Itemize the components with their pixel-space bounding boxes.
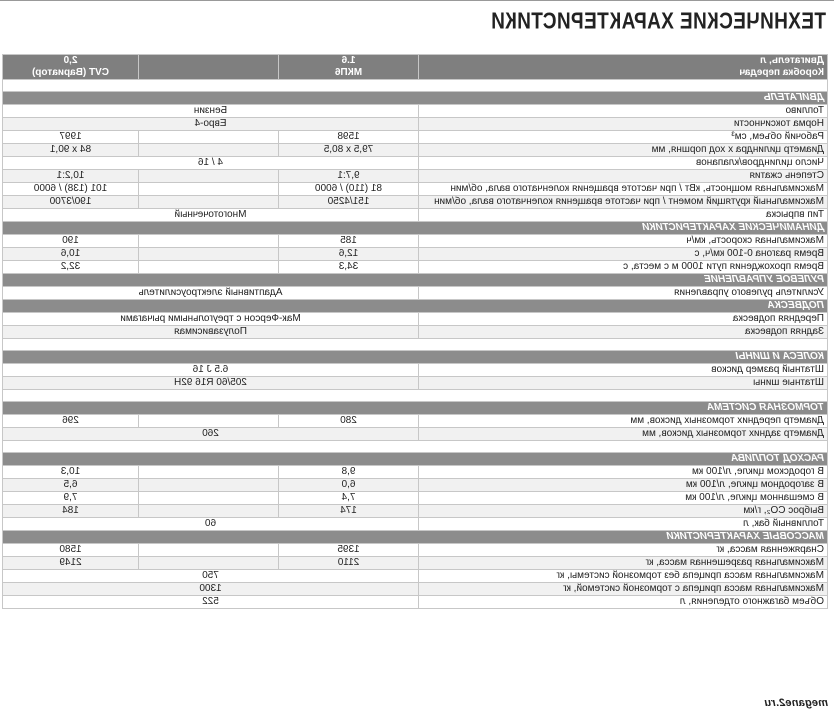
spec-row [3,583,828,596]
spec-value-shared: Многоточечный [3,209,419,222]
header-col-2 [139,55,279,80]
spec-row [3,248,828,261]
spec-row [3,131,828,144]
spec-value-col-1: 2110 [279,557,419,570]
spec-row [3,183,828,196]
spec-label: Объем багажного отделения, л [419,596,828,609]
spec-value-col-3: 1997 [3,131,139,144]
spec-label: Штатные шины [419,377,828,390]
spec-value-col-2 [139,235,279,248]
spec-label: Снаряженная масса, кг [419,544,828,557]
spec-value-shared: Мак-Ферсон с треугольными рычагами [3,313,419,326]
spec-row [3,313,828,326]
spacer-row [3,80,828,92]
spec-value-col-1: 81 (110) / 6000 [279,183,419,196]
spec-row [3,415,828,428]
spec-value-col-3: 32,2 [3,261,139,274]
header-col-1-engine: 1.6 [341,55,356,66]
document-title: ТЕХНИЧЕСКИЕ ХАРАКТЕРИСТИКИ [490,9,826,35]
spec-value-col-3: 7,9 [3,492,139,505]
spec-value-col-2 [139,261,279,274]
spec-label: Топливо [419,105,828,118]
spec-value-col-2 [139,505,279,518]
spec-label: Максимальная разрешенная масса, кг [419,557,828,570]
spec-value-col-1: 6,0 [279,479,419,492]
top-rule [0,0,834,1]
spec-label: Усилитель рулевого управления [419,287,828,300]
spec-label: Выброс CO₂, г/км [419,505,828,518]
spec-value-col-3: 84 x 90,1 [3,144,139,157]
spec-row [3,570,828,583]
spec-label: Максимальный крутящий момент / при частоте вращения коленчатого вала, об/мин [419,196,828,209]
site-credit: megane2.ru [764,697,828,709]
spec-value-shared: 750 [3,570,419,583]
spec-value-col-3: 184 [3,505,139,518]
spec-label: Максимальная масса прицепа без тормозной системы, кг [419,570,828,583]
header-gearbox-label: Коробка передач [739,67,824,78]
spec-table [2,54,828,609]
section-header-row [3,92,828,105]
spec-row [3,235,828,248]
header-engine-label: Двигатель, л [759,55,824,66]
spec-label: Рабочий объем, см³ [419,131,828,144]
spec-row [3,596,828,609]
spec-row [3,261,828,274]
spec-value-col-1: 9,8 [279,466,419,479]
spec-value-shared: Адаптивный электроусилитель [3,287,419,300]
spec-value-col-2 [139,170,279,183]
spec-value-col-3: 190 [3,235,139,248]
spec-value-shared: 6.5 J 16 [3,364,419,377]
section-header-row [3,453,828,466]
spec-value-col-2 [139,557,279,570]
spec-label: В загородном цикле, л/100 км [419,479,828,492]
spacer-cell [3,339,828,351]
spec-value-col-3: 2149 [3,557,139,570]
spec-label: Диаметр передних тормозных дисков, мм [419,415,828,428]
spec-label: Время прохождения пути 1000 м с места, с [419,261,828,274]
spec-row [3,105,828,118]
section-header-row [3,300,828,313]
spec-row [3,118,828,131]
header-col-3-gearbox: CVT (Вариатор) [31,67,110,78]
spec-value-col-1: 9,7:1 [279,170,419,183]
spec-label: Тип впрыска [419,209,828,222]
spec-row [3,479,828,492]
spec-row [3,196,828,209]
spec-value-shared: 205/60 R16 92H [3,377,419,390]
section-title: КОЛЕСА И ШИНЫ [3,351,828,364]
spec-value-shared: 260 [3,428,419,441]
section-title: РАСХОД ТОПЛИВА [3,453,828,466]
spacer-cell [3,441,828,453]
spec-value-col-1: 185 [279,235,419,248]
section-header-row [3,274,828,287]
spec-value-col-3: 10,2:1 [3,170,139,183]
spec-row [3,466,828,479]
spacer-row [3,339,828,351]
spec-row [3,377,828,390]
spec-value-shared: 4 / 16 [3,157,419,170]
spec-row [3,144,828,157]
spec-value-col-2 [139,479,279,492]
spec-row [3,157,828,170]
section-header-row [3,222,828,235]
spec-value-col-2 [139,248,279,261]
section-title: МАССОВЫЕ ХАРАКТЕРИСТИКИ [3,531,828,544]
spec-value-col-1: 7,4 [279,492,419,505]
header-col-1 [279,55,419,80]
section-title: ДВИГАТЕЛЬ [3,92,828,105]
spec-value-col-2 [139,415,279,428]
spec-label: В смешанном цикле, л/100 км [419,492,828,505]
spec-value-col-2 [139,131,279,144]
spec-label: Норма токсичности [419,118,828,131]
section-header-row [3,402,828,415]
spec-value-col-1: 12,6 [279,248,419,261]
header-col-3-engine: 2,0 [63,55,78,66]
spec-value-col-2 [139,492,279,505]
spec-value-col-2 [139,544,279,557]
spec-table-body [3,55,828,609]
header-label-cell [419,55,828,80]
spec-value-shared: Евро-4 [3,118,419,131]
spec-value-col-3: 190/3700 [3,196,139,209]
section-title: ПОДВЕСКА [3,300,828,313]
spec-row [3,544,828,557]
spec-value-col-2 [139,183,279,196]
spec-value-col-1: 174 [279,505,419,518]
spec-value-col-3: 296 [3,415,139,428]
spec-label: Время разгона 0-100 км/ч, с [419,248,828,261]
spec-row [3,518,828,531]
spec-value-col-2 [139,196,279,209]
header-col-1-gearbox: МКП6 [334,67,363,78]
header-col-3 [3,55,139,80]
spec-label: Штатный размер дисков [419,364,828,377]
spec-value-col-3: 101 (138) / 6000 [3,183,139,196]
spec-value-shared: 1300 [3,583,419,596]
spec-value-col-1: 1598 [279,131,419,144]
section-title: ДИНАМИЧЕСКИЕ ХАРАКТЕРИСТИКИ [3,222,828,235]
section-header-row [3,351,828,364]
spec-value-col-1: 79,5 x 80,5 [279,144,419,157]
spec-value-col-3: 1580 [3,544,139,557]
spec-value-col-1: 280 [279,415,419,428]
spec-row [3,492,828,505]
spec-value-shared: 60 [3,518,419,531]
spec-label: Число цилиндров/клапанов [419,157,828,170]
spec-row [3,170,828,183]
spec-row [3,287,828,300]
spec-label: В городском цикле, л/100 км [419,466,828,479]
spec-label: Диаметр цилиндра x ход поршня, мм [419,144,828,157]
spec-row [3,557,828,570]
spec-row [3,209,828,222]
spacer-cell [3,390,828,402]
spec-label: Диаметр задних тормозных дисков, мм [419,428,828,441]
section-header-row [3,531,828,544]
spec-value-col-2 [139,144,279,157]
spec-row [3,326,828,339]
spacer-row [3,441,828,453]
spec-label: Максимальная масса прицепа с тормозной системой, кг [419,583,828,596]
spec-label: Максимальная мощность, кВт / при частоте вращения коленчатого вала, об/мин [419,183,828,196]
spec-row [3,505,828,518]
spec-value-shared: Бензин [3,105,419,118]
spec-value-shared: 522 [3,596,419,609]
spec-value-col-1: 151/4250 [279,196,419,209]
spec-label: Топливный бак, л [419,518,828,531]
section-title: РУЛЕВОЕ УПРАВЛЕНИЕ [3,274,828,287]
spec-label: Степень сжатия [419,170,828,183]
spec-row [3,364,828,377]
spec-label: Максимальная скорость, км/ч [419,235,828,248]
spec-label: Задняя подвеска [419,326,828,339]
spec-value-col-1: 34,3 [279,261,419,274]
spec-value-col-3: 10,6 [3,248,139,261]
spec-label: Передняя подвеска [419,313,828,326]
section-title: ТОРМОЗНАЯ СИСТЕМА [3,402,828,415]
spec-value-col-2 [139,466,279,479]
spec-value-col-3: 6,5 [3,479,139,492]
spacer-row [3,390,828,402]
spec-value-shared: Полузависимая [3,326,419,339]
spec-row [3,428,828,441]
table-header-row [3,55,828,80]
spec-value-col-3: 10,3 [3,466,139,479]
spec-value-col-1: 1395 [279,544,419,557]
